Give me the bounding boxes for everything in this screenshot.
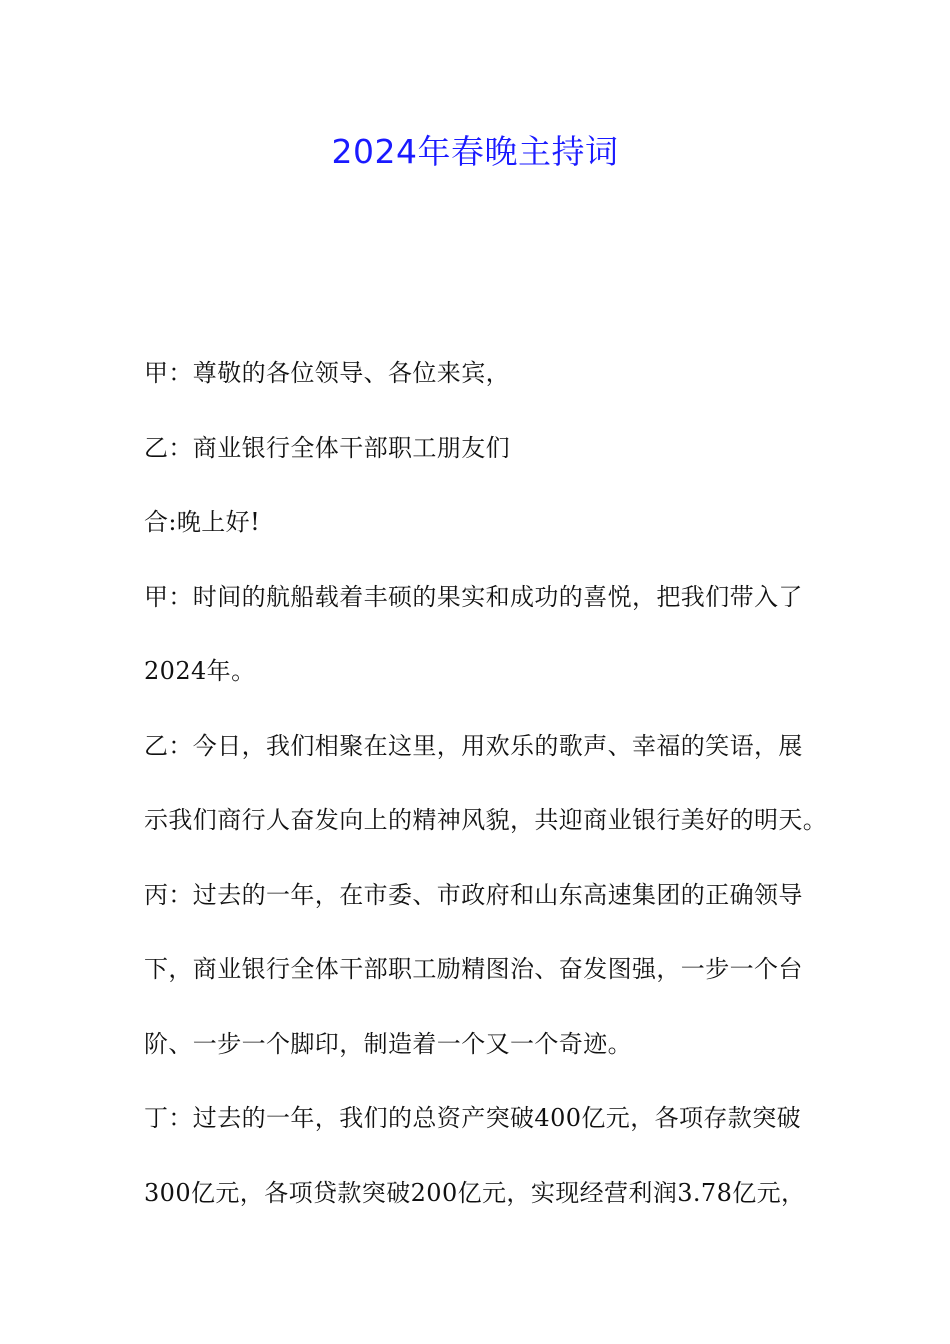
body-line: 合:晚上好!	[144, 508, 261, 536]
body-line: 丁：过去的一年，我们的总资产突破400亿元，各项存款突破	[144, 1104, 802, 1132]
body-line: 阶、一步一个脚印，制造着一个又一个奇迹。	[144, 1029, 632, 1058]
body-line: 乙：今日，我们相聚在这里，用欢乐的歌声、幸福的笑语，展	[144, 731, 803, 760]
body-line: 甲：时间的航船载着丰硕的果实和成功的喜悦，把我们带入了	[144, 582, 803, 611]
body-line: 2024年。	[144, 657, 256, 685]
document-title: 2024年春晚主持词	[331, 132, 619, 171]
body-line: 甲：尊敬的各位领导、各位来宾，	[144, 359, 510, 387]
document-body	[144, 336, 828, 1230]
body-line: 300亿元，各项贷款突破200亿元，实现经营利润3.78亿元，	[144, 1178, 806, 1207]
body-line: 下，商业银行全体干部职工励精图治、奋发图强，一步一个台	[144, 955, 803, 983]
body-line: 丙：过去的一年，在市委、市政府和山东高速集团的正确领导	[144, 880, 803, 909]
body-line: 乙：商业银行全体干部职工朋友们	[144, 433, 510, 462]
body-line: 示我们商行人奋发向上的精神风貌，共迎商业银行美好的明天。	[144, 806, 828, 834]
